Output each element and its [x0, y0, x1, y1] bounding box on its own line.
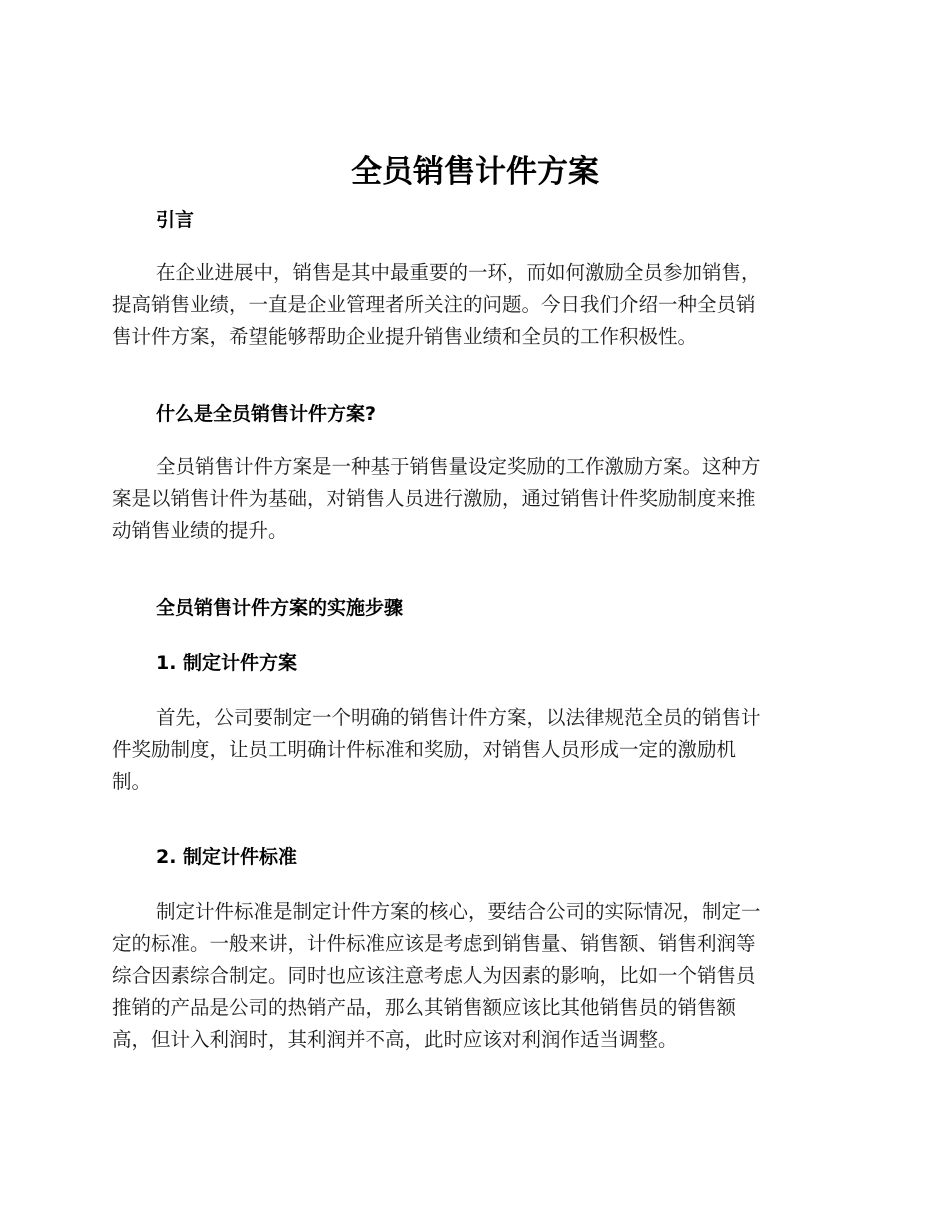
paragraph-intro: [112, 257, 830, 353]
paragraph-line: 案是以销售计件为基础，对销售人员进行激励，通过销售计件奖励制度来推: [112, 487, 756, 510]
paragraph-line: 全员销售计件方案是一种基于销售量设定奖励的工作激励方案。这种方: [156, 455, 761, 478]
paragraph-step-1: [112, 702, 830, 798]
paragraph-line: 在企业进展中，销售是其中最重要的一环，而如何激励全员参加销售，: [156, 261, 761, 284]
paragraph-line: 制定计件标准是制定计件方案的核心，要结合公司的实际情况，制定一: [156, 900, 761, 923]
paragraph-line: 提高销售业绩，一直是企业管理者所关注的问题。今日我们介绍一种全员销: [112, 293, 756, 316]
paragraph-step-2: [112, 896, 830, 1056]
section-heading-steps: 全员销售计件方案的实施步骤: [156, 597, 404, 619]
document-title: 全员销售计件方案: [351, 154, 599, 190]
paragraph-line: 定的标准。一般来讲，计件标准应该是考虑到销售量、销售额、销售利润等: [112, 932, 756, 955]
paragraph-what-is: [112, 451, 830, 547]
section-heading-what-is: 什么是全员销售计件方案?: [156, 403, 377, 425]
paragraph-line: 动销售业绩的提升。: [112, 519, 288, 542]
paragraph-line: 首先，公司要制定一个明确的销售计件方案，以法律规范全员的销售计: [156, 706, 761, 729]
paragraph-line: 高，但计入利润时，其利润并不高，此时应该对利润作适当调整。: [112, 1028, 678, 1051]
paragraph-line: 售计件方案，希望能够帮助企业提升销售业绩和全员的工作积极性。: [112, 325, 698, 348]
section-heading-step-2: 2. 制定计件标准: [156, 846, 298, 868]
paragraph-line: 推销的产品是公司的热销产品，那么其销售额应该比其他销售员的销售额: [112, 996, 737, 1019]
paragraph-line: 综合因素综合制定。同时也应该注意考虑人为因素的影响，比如一个销售员: [112, 964, 756, 987]
paragraph-line: 件奖励制度，让员工明确计件标准和奖励，对销售人员形成一定的激励机: [112, 738, 737, 761]
section-heading-step-1: 1. 制定计件方案: [156, 652, 298, 674]
paragraph-line: 制。: [112, 770, 152, 793]
section-heading-intro: 引言: [156, 209, 195, 231]
